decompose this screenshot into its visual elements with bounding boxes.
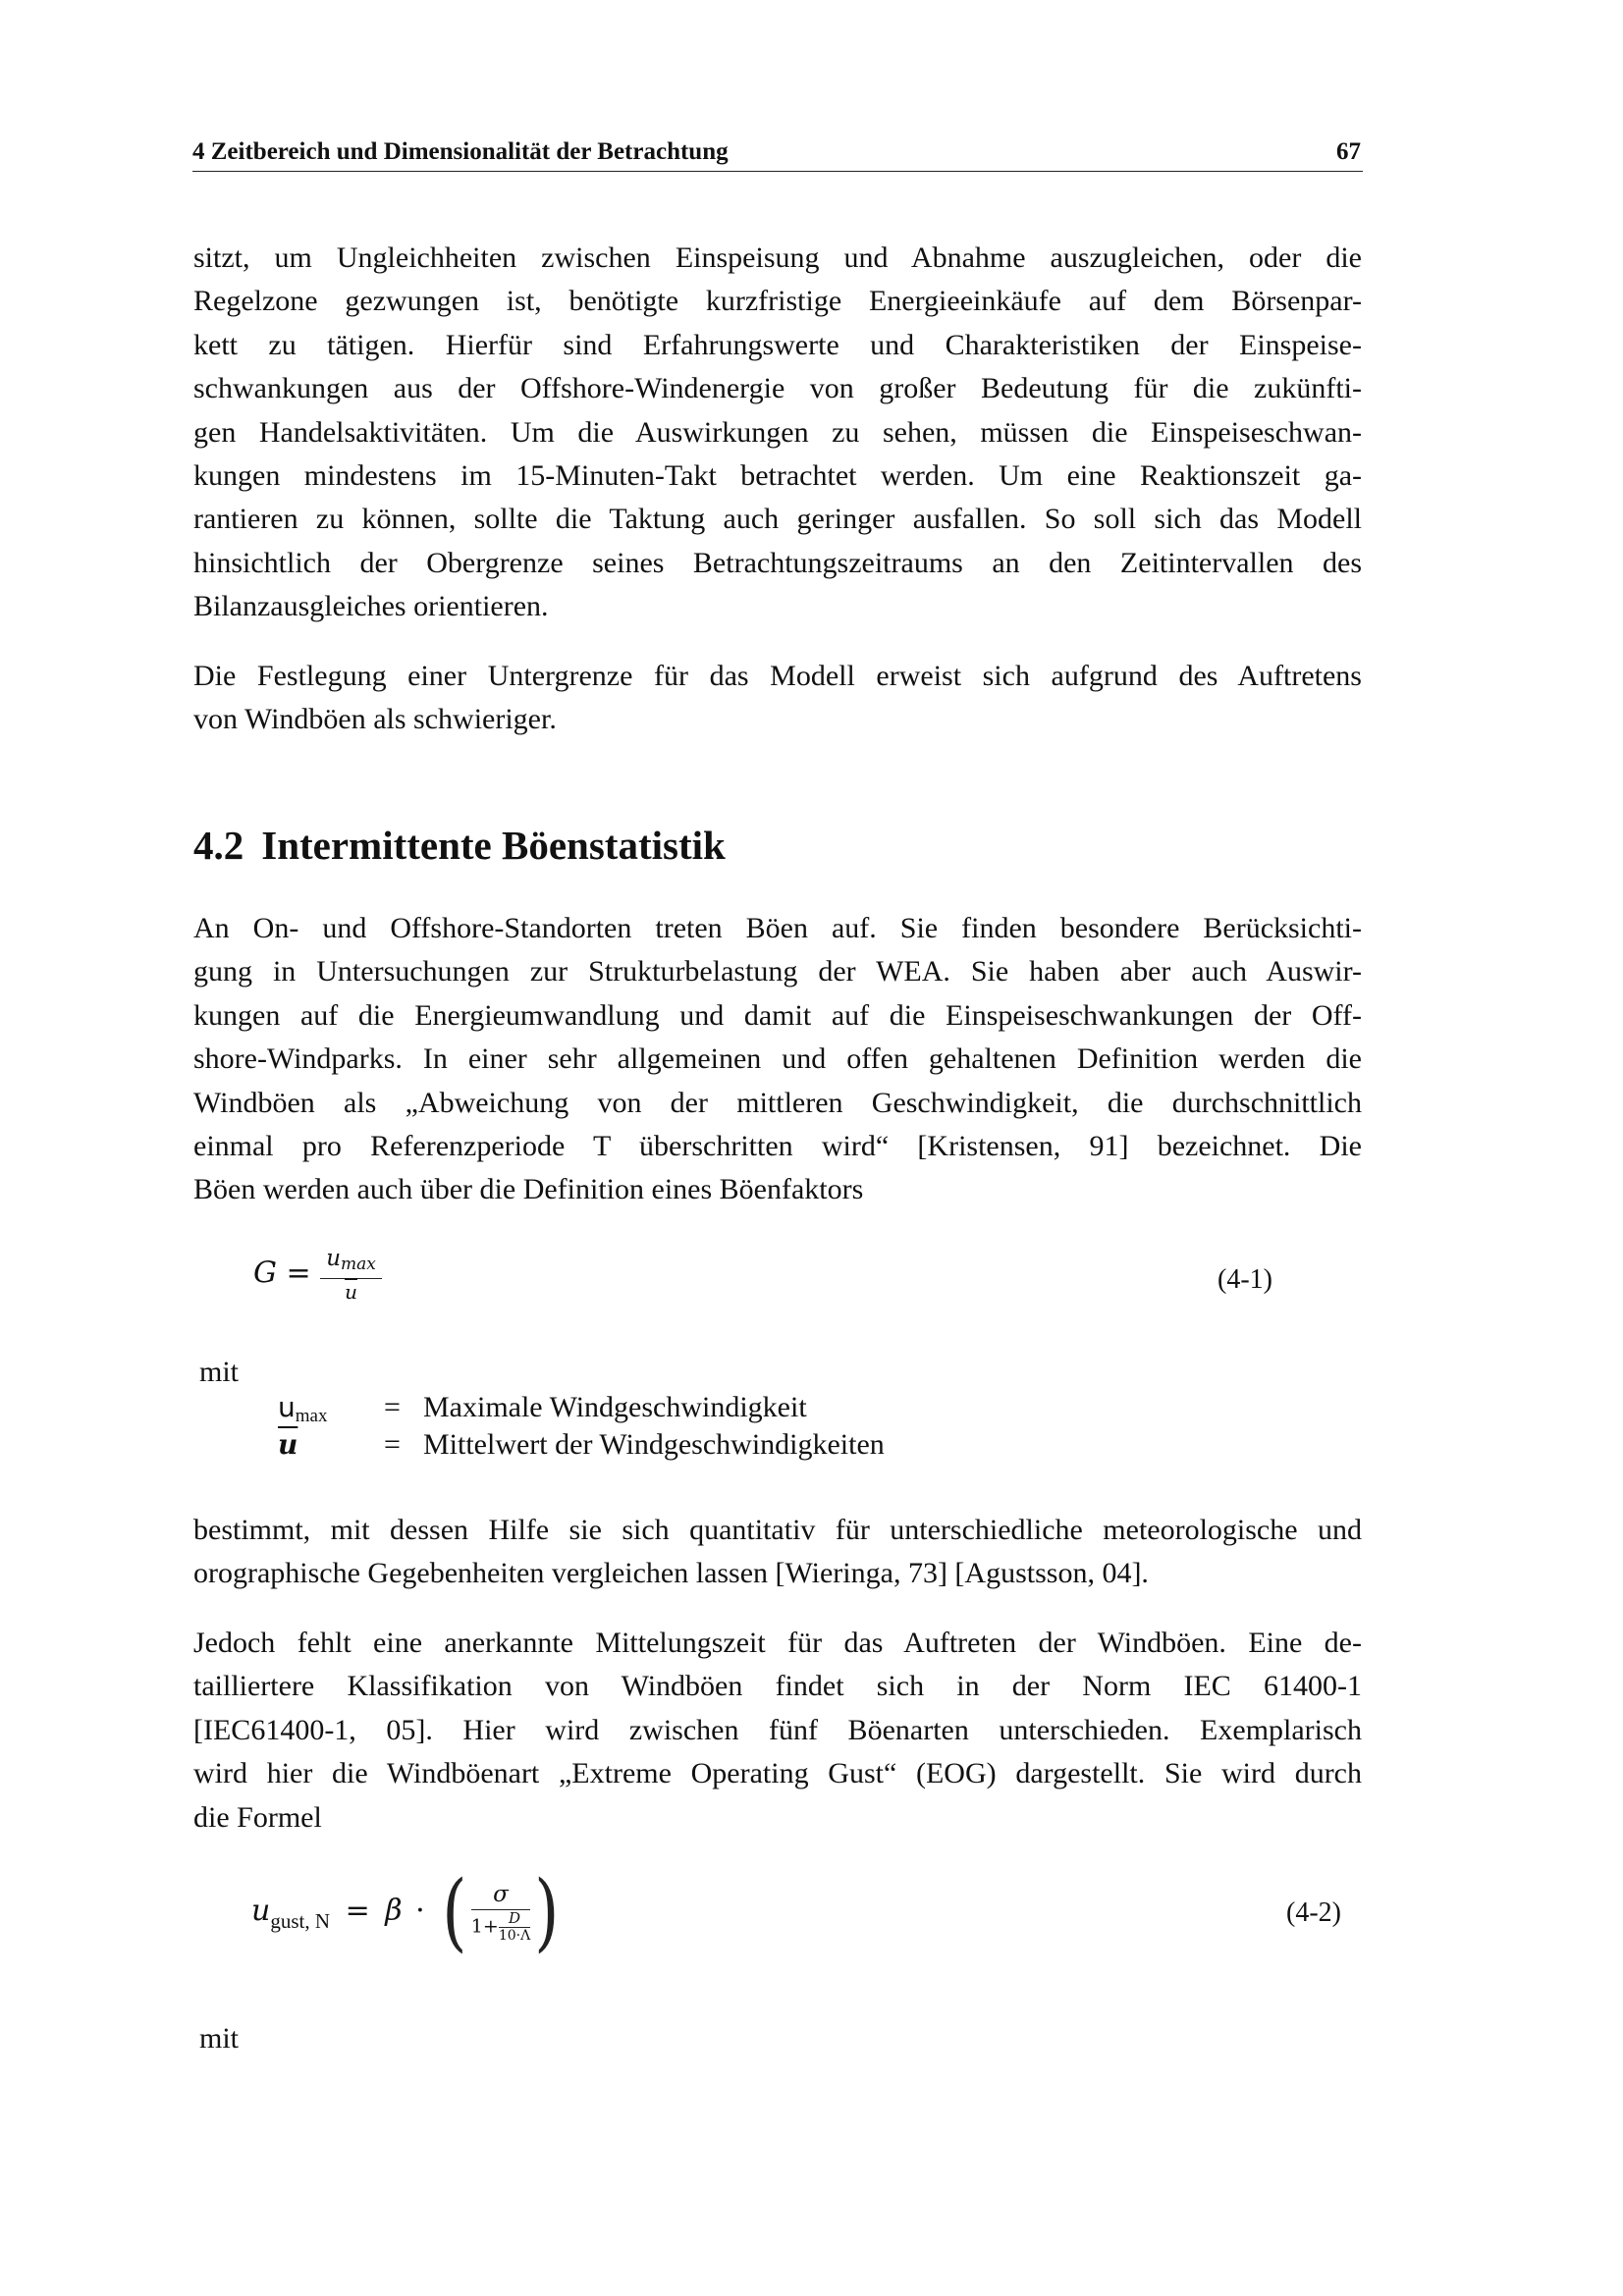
left-parenthesis: (: [442, 1863, 467, 1961]
equals-sign: =: [345, 1894, 370, 1928]
section-number: 4.2: [193, 823, 244, 868]
paragraph-3: [193, 907, 1362, 1212]
text-line: sitzt, um Ungleichheiten zwischen Einspeisung und Abnahme auszugleichen, oder die: [193, 241, 1362, 274]
equation-number: (4-1): [1217, 1264, 1272, 1295]
definition-equals: =: [384, 1391, 401, 1423]
header-title: 4 Zeitbereich und Dimensionalität der Betrachtung: [192, 138, 729, 165]
text-line: rantieren zu können, sollte die Taktung auch geringer ausfallen. So soll sich das Modell: [193, 503, 1362, 536]
section-heading: [193, 820, 726, 871]
paragraph-2: [193, 655, 1362, 742]
paragraph-5: [193, 1622, 1362, 1840]
text-line: von Windböen als schwieriger.: [193, 703, 557, 736]
equation-number: (4-2): [1286, 1897, 1341, 1928]
text-line: tailliertere Klassifikation von Windböen findet sich in der Norm IEC 61400-1: [193, 1670, 1362, 1703]
gust-factor-fraction: [320, 1245, 382, 1305]
text-line: hinsichtlich der Obergrenze seines Betrachtungszeitraums an den Zeitintervallen des: [193, 546, 1362, 579]
definition-symbol: umax: [278, 1391, 328, 1426]
text-line: kungen auf die Energieumwandlung und damit auf die Einspeiseschwankungen der Off-: [193, 998, 1362, 1032]
text-line: Jedoch fehlt eine anerkannte Mittelungszeit für das Auftreten der Windböen. Eine de-: [193, 1627, 1362, 1659]
paragraph-4: [193, 1509, 1362, 1596]
equation-4-1: [253, 1245, 382, 1313]
paragraph-1: [193, 237, 1362, 629]
dot-operator: ·: [415, 1894, 425, 1928]
page-number: 67: [1336, 138, 1361, 165]
text-line: gen Handelsaktivitäten. Um die Auswirkungen zu sehen, müssen die Einspeiseschwan-: [193, 415, 1362, 449]
text-line: Regelzone gezwungen ist, benötigte kurzfristige Energieeinkäufe auf dem Börsenpar-: [193, 285, 1362, 318]
text-line: kett zu tätigen. Hierfür sind Erfahrungswerte und Charakteristiken der Einspeise-: [193, 328, 1362, 361]
text-line: wird hier die Windböenart „Extreme Operating Gust“ (EOG) dargestellt. Sie wird durch: [193, 1757, 1362, 1790]
eog-fraction: [471, 1880, 530, 1945]
text-line: Bilanzausgleiches orientieren.: [193, 590, 549, 623]
text-line: orographische Gegebenheiten vergleichen lassen [Wieringa, 73] [Agustsson, 04].: [193, 1557, 1149, 1590]
text-line: kungen mindestens im 15-Minuten-Takt betrachtet werden. Um eine Reaktionszeit ga-: [193, 459, 1362, 493]
equation-lhs: G =: [253, 1255, 311, 1291]
text-line: einmal pro Referenzperiode T überschritten wird“ [Kristensen, 91] bezeichnet. Die: [193, 1130, 1362, 1163]
text-line: Windböen als „Abweichung von der mittleren Geschwindigkeit, die durchschnittlich: [193, 1086, 1362, 1119]
inner-fraction: $\frac{D}{10\cdot\Lambda}$: [498, 1909, 531, 1944]
section-title: Intermittente Böenstatistik: [261, 823, 726, 868]
text-line: shore-Windparks. In einer sehr allgemeinen und offen gehaltenen Definition werden die: [193, 1042, 1362, 1076]
definition-equals: =: [384, 1428, 401, 1461]
text-line: [IEC61400-1, 05]. Hier wird zwischen fünf Böenarten unterschieden. Exemplarisch: [193, 1713, 1362, 1746]
equation-4-2: [251, 1863, 564, 1961]
text-line: schwankungen aus der Offshore-Windenergie von großer Bedeutung für die zukünfti-: [193, 372, 1362, 405]
text-line: gung in Untersuchungen zur Strukturbelastung der WEA. Sie haben aber auch Auswir-: [193, 955, 1362, 988]
equation-lhs: $u_{gust, N}$: [251, 1894, 331, 1933]
right-parenthesis: ): [534, 1863, 560, 1961]
fraction-denominator: u: [345, 1280, 357, 1304]
beta-symbol: β: [385, 1894, 403, 1928]
mit-label: mit: [199, 2022, 240, 2055]
text-line: An On- und Offshore-Standorten treten Böen auf. Sie finden besondere Berücksichti-: [193, 912, 1362, 944]
text-line: bestimmt, mit dessen Hilfe sie sich quantitativ für unterschiedliche meteorologische und: [193, 1514, 1362, 1546]
text-line: Böen werden auch über die Definition eines Böenfaktors: [193, 1173, 864, 1206]
definition-description: Maximale Windgeschwindigkeit: [423, 1391, 807, 1423]
running-header: [192, 135, 1363, 172]
definition-description: Mittelwert der Windgeschwindigkeiten: [423, 1428, 885, 1461]
fraction-numerator: σ: [471, 1880, 530, 1910]
text-line: die Formel: [193, 1800, 322, 1834]
text-line: Die Festlegung einer Untergrenze für das Modell erweist sich aufgrund des Auftretens: [193, 660, 1362, 692]
fraction-numerator: umax: [320, 1245, 382, 1279]
definition-symbol: $\overline{u}$: [278, 1428, 298, 1461]
fraction-denominator: 1+ $\frac{D}{10\cdot\Lambda}$: [470, 1909, 531, 1944]
mit-label: mit: [199, 1356, 240, 1388]
